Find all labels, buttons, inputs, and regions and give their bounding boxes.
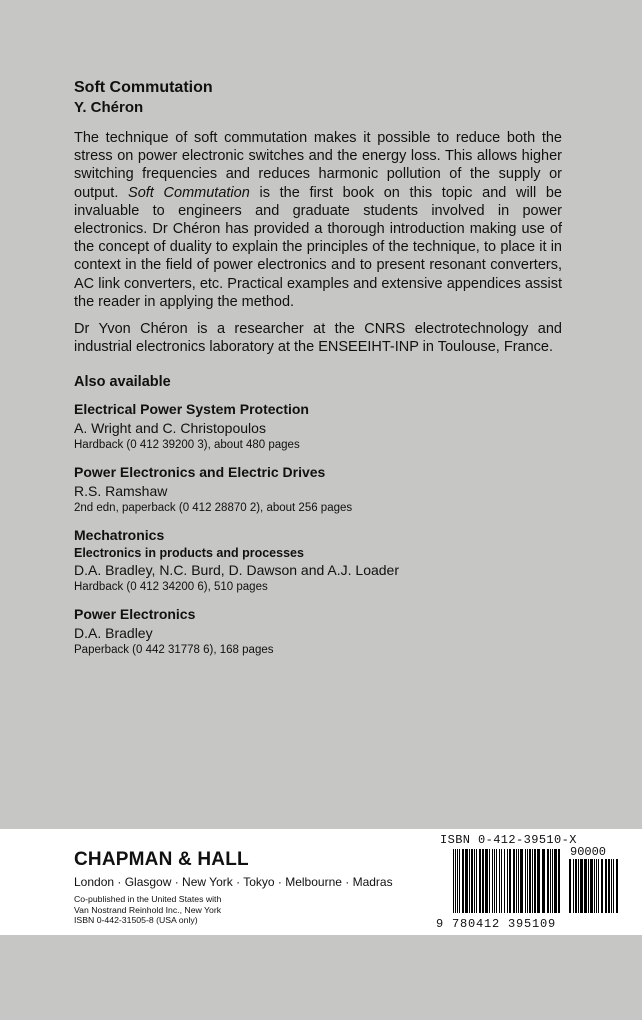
also-available-list <box>74 400 562 658</box>
barcode-bar <box>590 859 593 913</box>
description-paragraph-1 <box>74 129 562 311</box>
barcode-bar <box>588 859 589 913</box>
entry-details: Paperback (0 442 31778 6), 168 pages <box>74 644 274 657</box>
book-title: Soft Commutation <box>74 79 213 96</box>
publisher-cities: London · Glasgow · New York · Tokyo · Melbourne · Madras <box>74 875 393 889</box>
barcode-bar <box>516 849 517 913</box>
barcode-bar <box>580 859 583 913</box>
barcode-digits: 9 780412 395109 <box>436 917 557 931</box>
isbn-barcode <box>452 849 562 913</box>
price-addon-number: 90000 <box>570 845 607 859</box>
barcode-bar <box>552 849 553 913</box>
barcode-bar <box>542 849 545 913</box>
barcode-bar <box>474 849 475 913</box>
barcode-bar <box>469 849 470 913</box>
copublisher-line: Co-published in the United States with <box>74 894 222 904</box>
book-entry <box>74 463 562 516</box>
copublisher-note <box>74 894 393 926</box>
barcode-bar <box>613 859 614 913</box>
barcode-bar <box>608 859 610 913</box>
barcode-bar <box>605 859 607 913</box>
barcode-bar <box>532 849 533 913</box>
barcode-bar <box>465 849 468 913</box>
description-paragraph-2: Dr Yvon Chéron is a researcher at the CNRS electrotechnology and industrial electronics laboratory at the ENSEEIHT-INP in Toulouse, France. <box>74 321 562 356</box>
barcode-bar <box>596 859 597 913</box>
book-entry <box>74 605 562 658</box>
barcode-bar <box>492 849 493 913</box>
barcode-bar <box>569 859 571 913</box>
book-author: Y. Chéron <box>74 99 144 116</box>
barcode-bar <box>459 849 460 913</box>
back-cover-text <box>74 78 562 658</box>
barcode-bar <box>489 849 490 913</box>
entry-title: Power Electronics <box>74 606 196 623</box>
barcode-bar <box>499 849 500 913</box>
also-available-heading: Also available <box>74 374 171 391</box>
barcode-bar <box>479 849 481 913</box>
barcode-bar <box>547 849 549 913</box>
barcode-bar <box>520 849 523 913</box>
barcode-bar <box>453 849 454 913</box>
copublisher-line: ISBN 0-442-31505-8 (USA only) <box>74 915 198 925</box>
barcode-bar <box>601 859 603 913</box>
entry-title: Power Electronics and Electric Drives <box>74 464 326 481</box>
entry-authors: R.S. Ramshaw <box>74 483 168 500</box>
book-entry <box>74 526 562 595</box>
barcode-bar <box>534 849 536 913</box>
barcode-bar <box>485 849 488 913</box>
entry-details: 2nd edn, paperback (0 412 28870 2), about 256 pages <box>74 502 353 515</box>
description-text-end: is the first book on this topic and will be invaluable to engineers and graduate students involved in power electronics. Dr Chéron has provided a thorough introduction making use of the concept of duality to explain the principles of the technique, to place it in context in the field of power electronics and to present resonant converters, AC link converters, etc. Practical examples and extensive appendices assist the reader in applying the method. <box>74 184 562 310</box>
publisher-strip <box>0 829 642 935</box>
barcode-bar <box>584 859 587 913</box>
entry-title: Mechatronics <box>74 527 165 544</box>
barcode-bar <box>509 849 511 913</box>
entry-authors: D.A. Bradley, N.C. Burd, D. Dawson and A.J. Loader <box>74 562 400 579</box>
entry-authors: D.A. Bradley <box>74 625 153 642</box>
entry-details: Hardback (0 412 39200 3), about 480 pages <box>74 439 300 452</box>
barcode-bar <box>457 849 458 913</box>
barcode-bar <box>616 859 618 913</box>
barcode-bar <box>513 849 515 913</box>
entry-title: Electrical Power System Protection <box>74 401 309 418</box>
barcode-bar <box>611 859 612 913</box>
barcode-bar <box>494 849 495 913</box>
isbn-label: ISBN 0-412-39510-X <box>440 833 577 847</box>
barcode-bar <box>501 849 502 913</box>
entry-subtitle: Electronics in products and processes <box>74 546 304 561</box>
barcode-bar <box>507 849 508 913</box>
barcode-bar <box>554 849 557 913</box>
barcode-bar <box>455 849 456 913</box>
barcode-bar <box>518 849 519 913</box>
barcode-bar <box>471 849 473 913</box>
barcode-bar <box>598 859 599 913</box>
entry-details: Hardback (0 412 34200 6), 510 pages <box>74 581 268 594</box>
barcode-bar <box>476 849 477 913</box>
price-addon-barcode <box>568 859 622 913</box>
barcode-bar <box>496 849 497 913</box>
barcode-bar <box>525 849 526 913</box>
barcode-bar <box>558 849 560 913</box>
barcode-bar <box>575 859 577 913</box>
barcode-bar <box>578 859 579 913</box>
barcode-bar <box>573 859 574 913</box>
barcode-bar <box>550 849 551 913</box>
publisher-block <box>74 849 393 926</box>
copublisher-line: Van Nostrand Reinhold Inc., New York <box>74 904 222 915</box>
description-text-start: The technique of soft commutation makes it possible to reduce both the stress on power electronic switches and the energy loss. This allows higher switching frequencies and reduces harmonic pollution of the supply or output. <box>74 130 562 201</box>
description-italic-title: Soft Commutation <box>128 184 250 201</box>
barcode-bar <box>529 849 531 913</box>
barcode-bar <box>537 849 540 913</box>
book-entry <box>74 400 562 453</box>
barcode-bar <box>527 849 528 913</box>
barcode-bar <box>504 849 505 913</box>
barcode-bar <box>594 859 595 913</box>
publisher-name: CHAPMAN & HALL <box>74 849 249 870</box>
barcode-bar <box>462 849 464 913</box>
barcode-bar <box>482 849 484 913</box>
entry-authors: A. Wright and C. Christopoulos <box>74 420 266 437</box>
